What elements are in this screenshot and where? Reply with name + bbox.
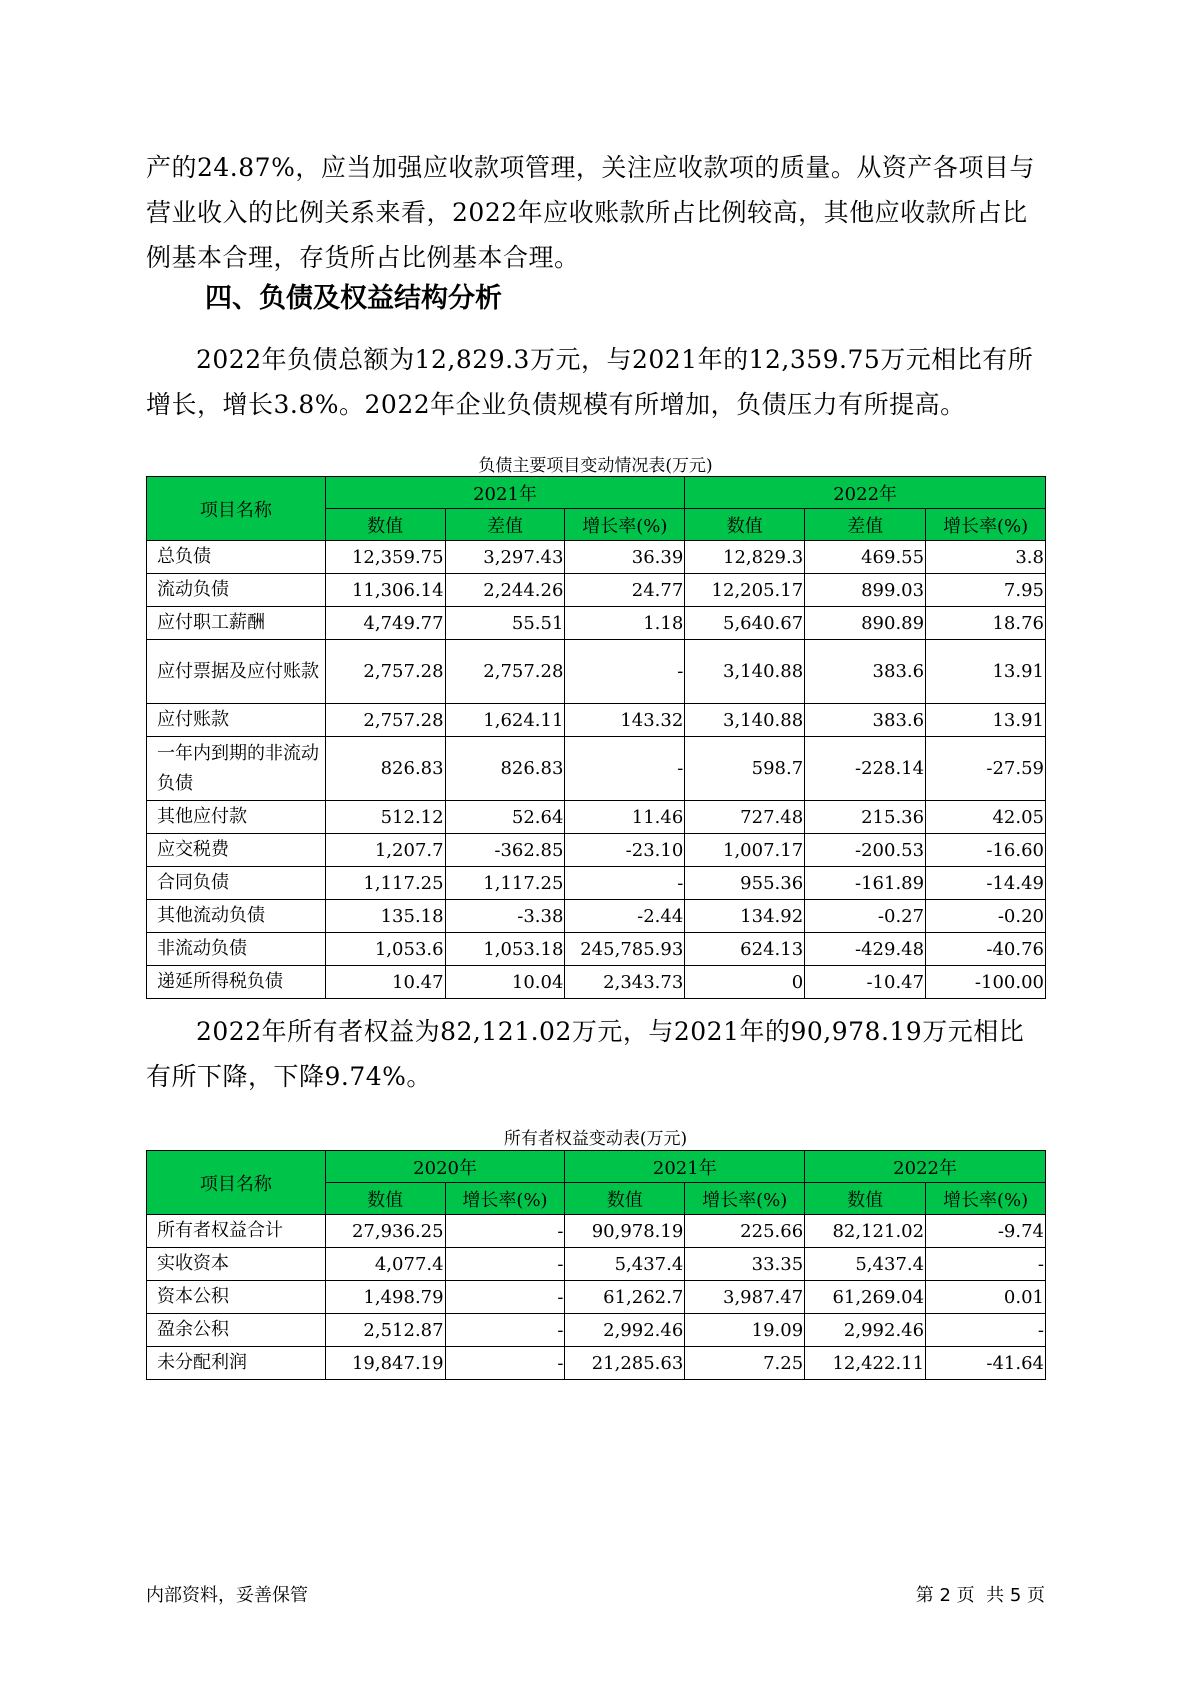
cell-d1: 1,624.11 <box>445 704 565 737</box>
table-row <box>147 1248 1046 1281</box>
cell-v2: 134.92 <box>685 900 805 933</box>
header-year-2022: 2022年 <box>685 477 1046 509</box>
cell-d2: 890.89 <box>805 607 926 640</box>
table-row <box>147 640 1046 704</box>
cell-v1: 135.18 <box>325 900 445 933</box>
cell-v1: 19,847.19 <box>325 1347 445 1380</box>
cell-d1: 3,297.43 <box>445 541 565 574</box>
section-heading: 四、负债及权益结构分析 <box>205 283 502 314</box>
cell-r2: 13.91 <box>926 704 1046 737</box>
cell-v2: 727.48 <box>685 801 805 834</box>
cell-v2: 5,437.4 <box>565 1248 685 1281</box>
cell-v3: 2,992.46 <box>805 1314 926 1347</box>
header-diff: 差值 <box>445 509 565 541</box>
cell-d1: 10.04 <box>445 966 565 999</box>
row-item-name: 盈余公积 <box>147 1314 326 1347</box>
table-row <box>147 900 1046 933</box>
row-item-name: 递延所得税负债 <box>147 966 326 999</box>
cell-v1: 1,117.25 <box>325 867 445 900</box>
cell-v1: 11,306.14 <box>325 574 445 607</box>
table-row <box>147 834 1046 867</box>
cell-v1: 1,498.79 <box>325 1281 445 1314</box>
row-item-name: 未分配利润 <box>147 1347 326 1380</box>
cell-v2: 955.36 <box>685 867 805 900</box>
table-row <box>147 933 1046 966</box>
cell-r1: -23.10 <box>565 834 685 867</box>
row-item-name: 资本公积 <box>147 1281 326 1314</box>
cell-d1: 52.64 <box>445 801 565 834</box>
header-value: 数值 <box>565 1183 685 1215</box>
header-rate: 增长率(%) <box>926 1183 1046 1215</box>
row-item-name: 应付票据及应付账款 <box>147 640 326 704</box>
cell-v2: 90,978.19 <box>565 1215 685 1248</box>
table-row <box>147 541 1046 574</box>
cell-r1: 11.46 <box>565 801 685 834</box>
cell-r3: - <box>926 1248 1046 1281</box>
cell-v3: 61,269.04 <box>805 1281 926 1314</box>
cell-v2: 12,205.17 <box>685 574 805 607</box>
cell-v2: 3,140.88 <box>685 640 805 704</box>
cell-r1: 2,343.73 <box>565 966 685 999</box>
cell-d2: -0.27 <box>805 900 926 933</box>
cell-d2: -228.14 <box>805 737 926 801</box>
cell-r2: -14.49 <box>926 867 1046 900</box>
cell-r1: - <box>445 1314 565 1347</box>
row-item-name: 其他流动负债 <box>147 900 326 933</box>
cell-r1: -2.44 <box>565 900 685 933</box>
header-rate: 增长率(%) <box>926 509 1046 541</box>
cell-r1: 24.77 <box>565 574 685 607</box>
table1-caption: 负债主要项目变动情况表(万元) <box>478 456 713 476</box>
cell-v2: 5,640.67 <box>685 607 805 640</box>
cell-v2: 598.7 <box>685 737 805 801</box>
cell-v2: 12,829.3 <box>685 541 805 574</box>
header-value: 数值 <box>805 1183 926 1215</box>
page-number: 第 2 页 共 5 页 <box>915 1585 1045 1606</box>
cell-v1: 2,757.28 <box>325 704 445 737</box>
table-row <box>147 704 1046 737</box>
cell-r3: 0.01 <box>926 1281 1046 1314</box>
header-rate: 增长率(%) <box>685 1183 805 1215</box>
row-item-name: 非流动负债 <box>147 933 326 966</box>
header-year-2022: 2022年 <box>805 1151 1046 1183</box>
table-row <box>147 1347 1046 1380</box>
cell-v1: 27,936.25 <box>325 1215 445 1248</box>
cell-r3: -9.74 <box>926 1215 1046 1248</box>
table2-caption: 所有者权益变动表(万元) <box>503 1129 688 1149</box>
row-item-name: 总负债 <box>147 541 326 574</box>
table-row <box>147 1215 1046 1248</box>
header-rate: 增长率(%) <box>565 509 685 541</box>
table-row <box>147 966 1046 999</box>
cell-r2: 7.95 <box>926 574 1046 607</box>
cell-v2: 624.13 <box>685 933 805 966</box>
cell-r2: 33.35 <box>685 1248 805 1281</box>
cell-r2: 19.09 <box>685 1314 805 1347</box>
row-item-name: 应付账款 <box>147 704 326 737</box>
cell-r2: 3.8 <box>926 541 1046 574</box>
table-row <box>147 737 1046 801</box>
cell-r2: 7.25 <box>685 1347 805 1380</box>
row-item-name: 应付职工薪酬 <box>147 607 326 640</box>
cell-v1: 1,207.7 <box>325 834 445 867</box>
row-item-name: 一年内到期的非流动负债 <box>147 737 326 801</box>
table-row <box>147 801 1046 834</box>
cell-d2: 215.36 <box>805 801 926 834</box>
header-diff: 差值 <box>805 509 926 541</box>
cell-d1: 1,053.18 <box>445 933 565 966</box>
cell-d2: 469.55 <box>805 541 926 574</box>
cell-v2: 1,007.17 <box>685 834 805 867</box>
cell-r1: 245,785.93 <box>565 933 685 966</box>
table-row <box>147 867 1046 900</box>
header-year-2021: 2021年 <box>565 1151 805 1183</box>
header-item-name: 项目名称 <box>147 1151 326 1215</box>
cell-r2: -100.00 <box>926 966 1046 999</box>
cell-v1: 4,077.4 <box>325 1248 445 1281</box>
header-item-name: 项目名称 <box>147 477 326 541</box>
header-value: 数值 <box>685 509 805 541</box>
cell-r1: 1.18 <box>565 607 685 640</box>
cell-r2: -16.60 <box>926 834 1046 867</box>
cell-v1: 512.12 <box>325 801 445 834</box>
cell-r2: -27.59 <box>926 737 1046 801</box>
cell-r3: -41.64 <box>926 1347 1046 1380</box>
cell-v3: 12,422.11 <box>805 1347 926 1380</box>
cell-v1: 826.83 <box>325 737 445 801</box>
cell-v2: 21,285.63 <box>565 1347 685 1380</box>
cell-v2: 61,262.7 <box>565 1281 685 1314</box>
paragraph-top: 产的24.87%，应当加强应收款项管理，关注应收款项的质量。从资产各项目与营业收入的比例关系来看，2022年应收账款所占比例较高，其他应收款所占比例基本合理，存货所占比例基本合理。 <box>146 153 1035 272</box>
cell-d2: -161.89 <box>805 867 926 900</box>
cell-r1: - <box>445 1248 565 1281</box>
cell-d1: 55.51 <box>445 607 565 640</box>
cell-d2: -10.47 <box>805 966 926 999</box>
equity-table <box>146 1150 1046 1380</box>
paragraph-liabilities: 2022年负债总额为12,829.3万元，与2021年的12,359.75万元相比有所增长，增长3.8%。2022年企业负债规模有所增加，负债压力有所提高。 <box>146 345 1034 419</box>
cell-d2: -200.53 <box>805 834 926 867</box>
cell-d2: 899.03 <box>805 574 926 607</box>
header-rate: 增长率(%) <box>445 1183 565 1215</box>
cell-r1: 36.39 <box>565 541 685 574</box>
cell-r2: 18.76 <box>926 607 1046 640</box>
cell-r1: - <box>445 1347 565 1380</box>
cell-r2: 225.66 <box>685 1215 805 1248</box>
cell-d1: -362.85 <box>445 834 565 867</box>
cell-r3: - <box>926 1314 1046 1347</box>
row-item-name: 应交税费 <box>147 834 326 867</box>
cell-r2: 42.05 <box>926 801 1046 834</box>
cell-d2: 383.6 <box>805 640 926 704</box>
cell-v1: 10.47 <box>325 966 445 999</box>
cell-v3: 5,437.4 <box>805 1248 926 1281</box>
cell-d1: 2,757.28 <box>445 640 565 704</box>
row-item-name: 合同负债 <box>147 867 326 900</box>
cell-r1: - <box>565 867 685 900</box>
paragraph-equity: 2022年所有者权益为82,121.02万元，与2021年的90,978.19万元相比有所下降，下降9.74%。 <box>146 1017 1025 1091</box>
cell-v2: 2,992.46 <box>565 1314 685 1347</box>
cell-d2: 383.6 <box>805 704 926 737</box>
cell-v3: 82,121.02 <box>805 1215 926 1248</box>
cell-v1: 2,757.28 <box>325 640 445 704</box>
table-row <box>147 1281 1046 1314</box>
cell-r2: -0.20 <box>926 900 1046 933</box>
footer-confidential: 内部资料，妥善保管 <box>146 1585 308 1606</box>
liabilities-table <box>146 476 1046 999</box>
cell-r1: - <box>445 1215 565 1248</box>
cell-v2: 3,140.88 <box>685 704 805 737</box>
cell-v1: 12,359.75 <box>325 541 445 574</box>
cell-d1: 1,117.25 <box>445 867 565 900</box>
header-value: 数值 <box>325 1183 445 1215</box>
table-row <box>147 607 1046 640</box>
cell-r1: - <box>565 737 685 801</box>
header-year-2020: 2020年 <box>325 1151 565 1183</box>
cell-d1: -3.38 <box>445 900 565 933</box>
cell-r2: -40.76 <box>926 933 1046 966</box>
row-item-name: 所有者权益合计 <box>147 1215 326 1248</box>
row-item-name: 其他应付款 <box>147 801 326 834</box>
cell-v1: 4,749.77 <box>325 607 445 640</box>
cell-v2: 0 <box>685 966 805 999</box>
header-year-2021: 2021年 <box>325 477 685 509</box>
header-value: 数值 <box>325 509 445 541</box>
cell-r2: 13.91 <box>926 640 1046 704</box>
cell-d2: -429.48 <box>805 933 926 966</box>
cell-r1: - <box>445 1281 565 1314</box>
cell-r1: 143.32 <box>565 704 685 737</box>
row-item-name: 流动负债 <box>147 574 326 607</box>
cell-r1: - <box>565 640 685 704</box>
cell-d1: 2,244.26 <box>445 574 565 607</box>
cell-v1: 1,053.6 <box>325 933 445 966</box>
cell-r2: 3,987.47 <box>685 1281 805 1314</box>
cell-d1: 826.83 <box>445 737 565 801</box>
row-item-name: 实收资本 <box>147 1248 326 1281</box>
cell-v1: 2,512.87 <box>325 1314 445 1347</box>
table-row <box>147 574 1046 607</box>
table-row <box>147 1314 1046 1347</box>
